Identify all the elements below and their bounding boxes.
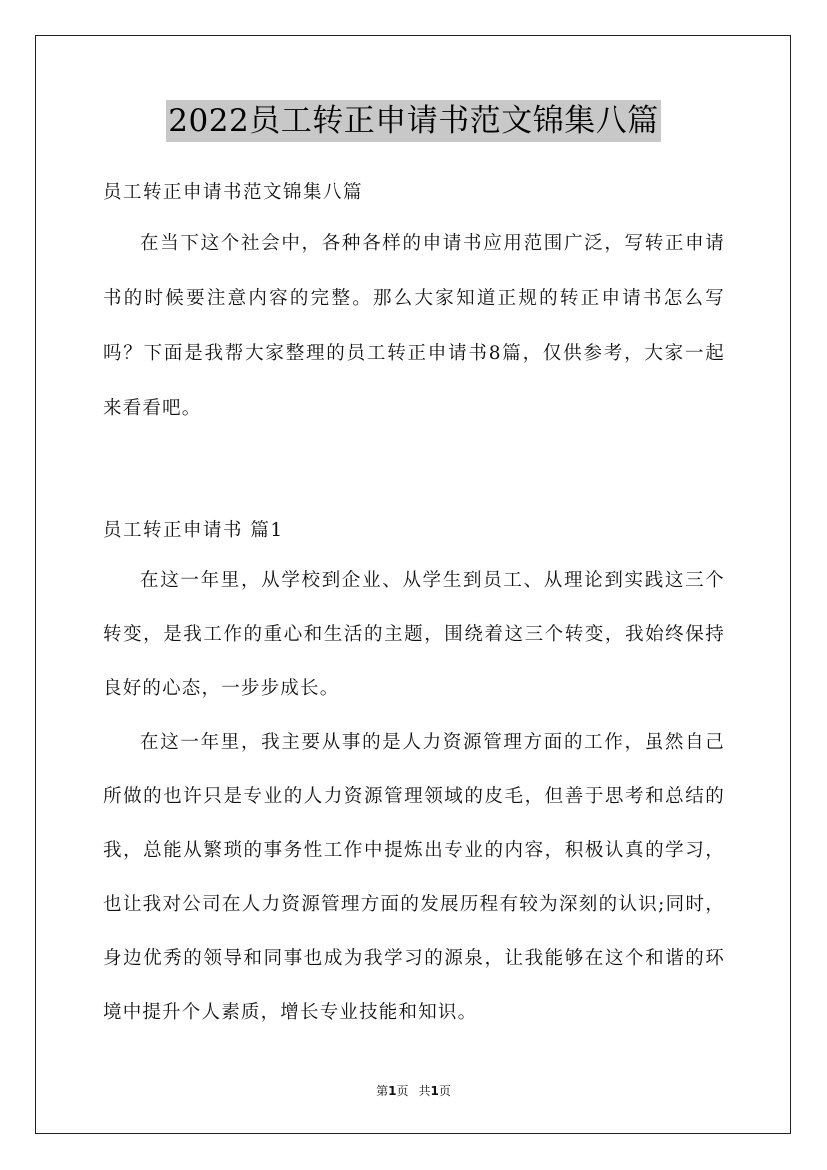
title-container xyxy=(0,100,827,142)
page-total: 1 xyxy=(430,1084,439,1098)
section-heading: 员工转正申请书 篇1 xyxy=(103,520,284,541)
total-suffix: 页 xyxy=(438,1084,451,1098)
page-current: 1 xyxy=(388,1084,397,1098)
document-title: 2022员工转正申请书范文锦集八篇 xyxy=(166,100,660,142)
total-prefix: 共 xyxy=(418,1084,431,1098)
document-body xyxy=(103,170,725,1040)
body-paragraph-2: 在这一年里，我主要从事的是人力资源管理方面的工作，虽然自己所做的也许只是专业的人力资源管理领域的皮毛，但善于思考和总结的我，总能从繁琐的事务性工作中提炼出专业的内容，积极认真的学习，也让我对公司在人力资源管理方面的发展历程有较为深刻的认识;同时，身边优秀的领导和同事也成为我学习的源泉，让我能够在这个和谐的环境中提升个人素质，增长专业技能和知识。 xyxy=(103,732,725,1023)
body-paragraph-1: 在这一年里，从学校到企业、从学生到员工、从理论到实践这三个转变，是我工作的重心和生活的主题，围绕着这三个转变，我始终保持良好的心态，一步步成长。 xyxy=(103,570,725,699)
page-footer xyxy=(0,1082,827,1099)
intro-paragraph: 在当下这个社会中，各种各样的申请书应用范围广泛，写转正申请书的时候要注意内容的完整。那么大家知道正规的转正申请书怎么写吗？下面是我帮大家整理的员工转正申请书8篇，仅供参考，大家一起来看看吧。 xyxy=(103,233,725,419)
document-subtitle: 员工转正申请书范文锦集八篇 xyxy=(103,182,364,203)
page-suffix: 页 xyxy=(396,1084,409,1098)
page-prefix: 第 xyxy=(376,1084,389,1098)
